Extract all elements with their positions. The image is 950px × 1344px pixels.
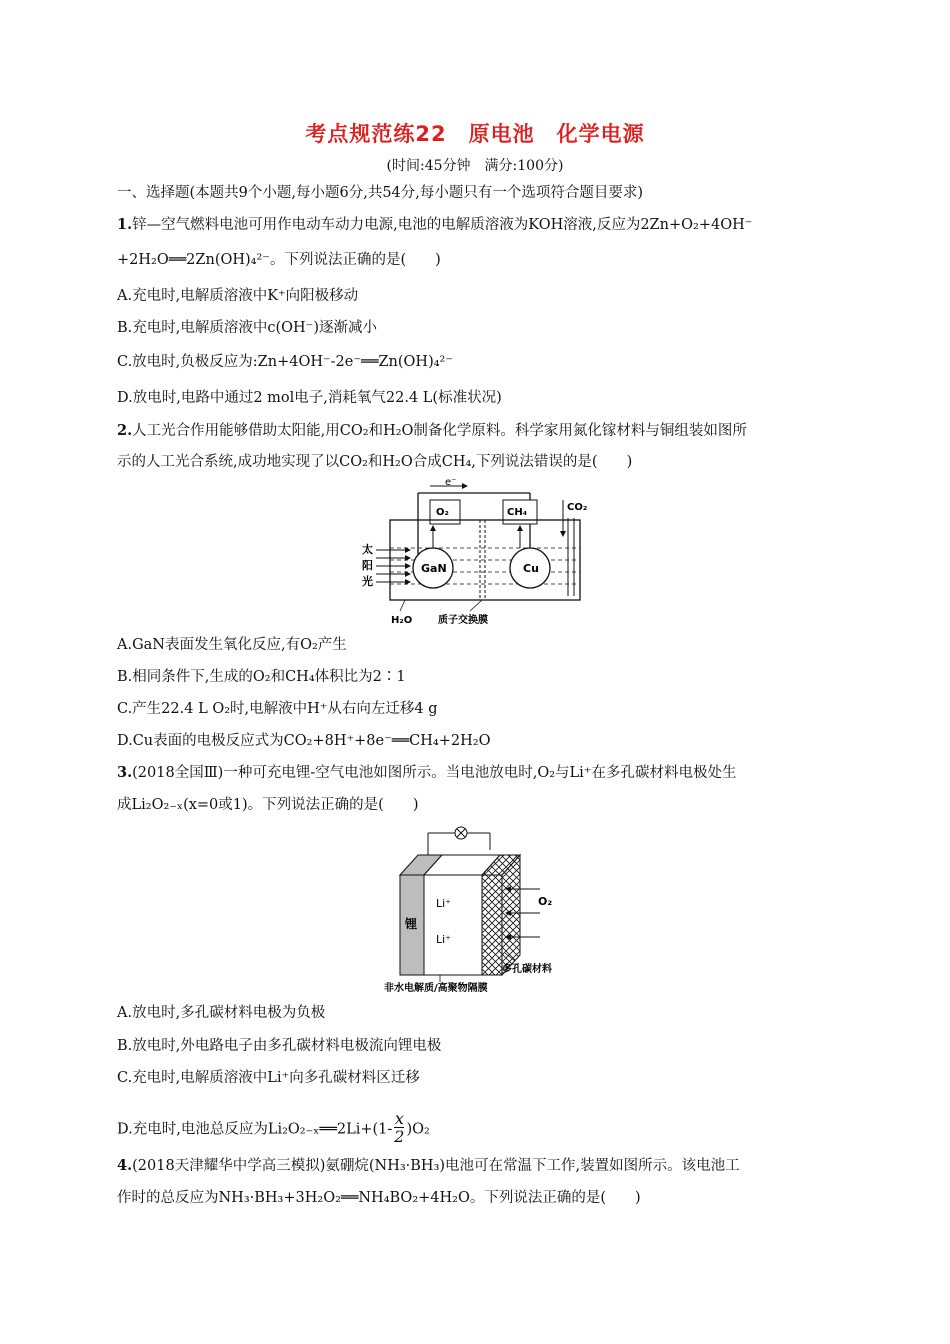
q1-option-b: B.充电时,电解质溶液中c(OH⁻)逐渐减小 [117, 320, 377, 336]
q4-number: 4. [117, 1157, 133, 1174]
q3-number: 3. [117, 764, 133, 781]
section-heading: 一、选择题(本题共9个小题,每小题6分,共54分,每小题只有一个选项符合题目要求) [117, 185, 644, 201]
carbon-label: 多孔碳材料 [502, 964, 552, 975]
q3-option-d-post: )O₂ [406, 1121, 430, 1138]
q2-stem1: 人工光合作用能够借助太阳能,用CO₂和H₂O制备化学原料。科学家用氮化镓材料与铜组装如图所 [132, 423, 747, 439]
li-ion-2: Li⁺ [436, 933, 451, 946]
q2-option-b: B.相同条件下,生成的O₂和CH₄体积比为2∶1 [117, 669, 406, 685]
q1-option-a: A.充电时,电解质溶液中K⁺向阳极移动 [117, 288, 359, 304]
q4-stem-line1 [117, 1156, 740, 1176]
sun-char-1: 太 [362, 543, 373, 556]
fraction-denominator: 2 [394, 1127, 405, 1146]
electron-label: e⁻ [445, 478, 457, 488]
li-ion-1: Li⁺ [436, 897, 451, 910]
co2-label: CO₂ [567, 502, 588, 513]
q1-stem1: 锌—空气燃料电池可用作电动车动力电源,电池的电解质溶液为KOH溶液,反应为2Zn+O₂+4OH⁻ [132, 217, 753, 233]
q3-o2-label: O₂ [538, 895, 553, 908]
carbon-front [482, 875, 502, 975]
fraction-numerator: x [394, 1109, 404, 1128]
fraction [394, 1110, 404, 1145]
q3-stem-line1 [117, 763, 736, 783]
page-title: 考点规范练22 原电池 化学电源 [305, 122, 645, 146]
carbon-side [502, 855, 520, 975]
lithium-label: 锂 [405, 917, 418, 931]
q2-stem2: 示的人工光合系统,成功地实现了以CO₂和H₂O合成CH₄,下列说法错误的是( ) [117, 454, 633, 470]
q3-option-d [117, 1109, 430, 1147]
q4-stem1: (2018天津耀华中学高三模拟)氨硼烷(NH₃·BH₃)电池可在常温下工作,装置如图所示。该电池工 [132, 1158, 740, 1174]
q1-option-d: D.放电时,电路中通过2 mol电子,消耗氧气22.4 L(标准状况) [117, 390, 502, 406]
cu-label: Cu [523, 562, 539, 575]
membrane-leader [470, 600, 482, 611]
q2-photosynthesis-diagram [355, 478, 600, 628]
o2-label: O₂ [436, 507, 449, 518]
q4-stem2: 作时的总反应为NH₃·BH₃+3H₂O₂══NH₄BO₂+4H₂O。下列说法正确的是( ) [117, 1190, 641, 1206]
q2-option-c: C.产生22.4 L O₂时,电解液中H⁺从右向左迁移4 g [117, 701, 438, 717]
q2-stem-line1 [117, 421, 747, 441]
q1-number: 1. [117, 216, 133, 233]
membrane-label: 质子交换膜 [438, 615, 488, 626]
q1-stem-line1 [117, 215, 752, 235]
q3-li-air-battery-diagram [380, 825, 580, 995]
page-subtitle: (时间:45分钟 满分:100分) [386, 158, 564, 174]
q3-stem2: 成Li₂O₂₋ₓ(x=0或1)。下列说法正确的是( ) [117, 797, 419, 813]
q3-option-b: B.放电时,外电路电子由多孔碳材料电极流向锂电极 [117, 1038, 442, 1054]
h2o-label: H₂O [391, 615, 413, 626]
q2-option-d: D.Cu表面的电极反应式为CO₂+8H⁺+8e⁻══CH₄+2H₂O [117, 733, 491, 749]
h2o-leader [400, 600, 405, 611]
q3-stem1: (2018全国Ⅲ)一种可充电锂-空气电池如图所示。当电池放电时,O₂与Li⁺在多孔碳材料电极处生 [132, 765, 737, 781]
sun-char-2: 阳 [362, 559, 373, 572]
sun-char-3: 光 [362, 575, 373, 588]
q3-option-a: A.放电时,多孔碳材料电极为负极 [117, 1005, 326, 1021]
electrolyte-body [424, 875, 482, 975]
q3-option-d-pre: D.充电时,电池总反应为Li₂O₂₋ₓ══2Li+(1- [117, 1121, 393, 1138]
q3-option-c: C.充电时,电解质溶液中Li⁺向多孔碳材料区迁移 [117, 1070, 420, 1086]
q2-option-a: A.GaN表面发生氧化反应,有O₂产生 [117, 637, 347, 653]
q1-option-c: C.放电时,负极反应为:Zn+4OH⁻-2e⁻══Zn(OH)₄²⁻ [117, 354, 454, 370]
q1-stem2: +2H₂O══2Zn(OH)₄²⁻。下列说法正确的是( ) [117, 252, 441, 268]
q2-number: 2. [117, 422, 133, 439]
ch4-label: CH₄ [507, 507, 528, 518]
q3-membrane-label: 非水电解质/高聚物隔膜 [384, 983, 488, 994]
gan-label: GaN [421, 562, 447, 575]
